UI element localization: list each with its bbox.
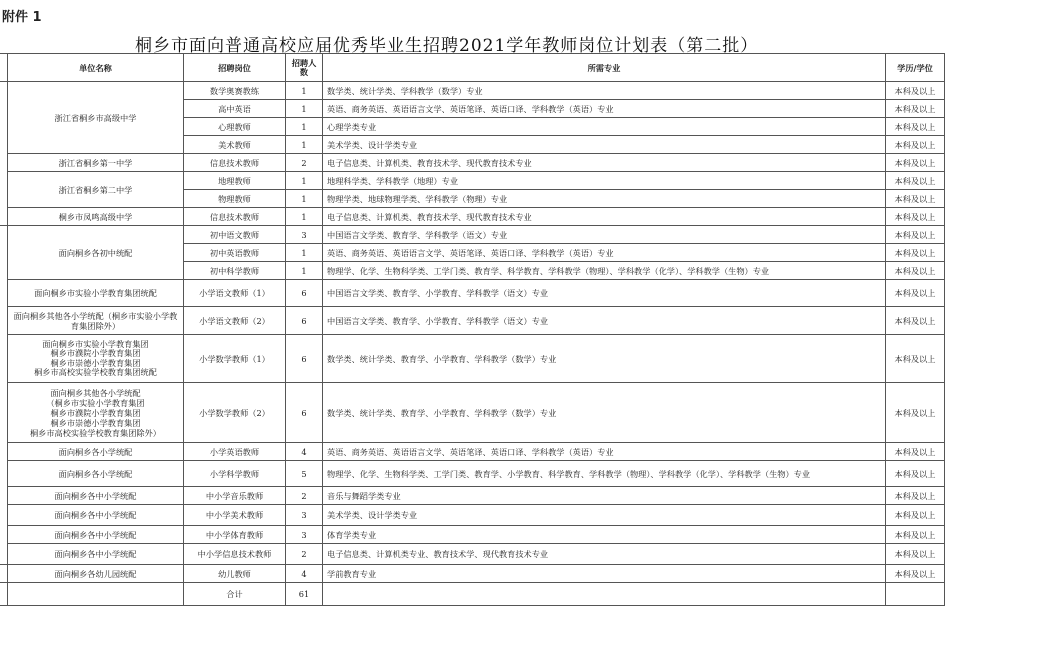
- count-cell: 6: [286, 335, 323, 383]
- major-cell: 电子信息类、计算机类、教育技术学、现代教育技术专业: [323, 154, 886, 172]
- table-row: [0, 461, 945, 487]
- major-cell: 美术学类、设计学类专业: [323, 136, 886, 154]
- degree-header: 学历/学位: [886, 54, 945, 82]
- total-empty-cell: [8, 583, 184, 606]
- table-row: [0, 208, 945, 226]
- degree-cell: 本科及以上: [886, 461, 945, 487]
- degree-cell: 本科及以上: [886, 118, 945, 136]
- count-header: 招聘人数: [286, 54, 323, 82]
- degree-cell: 本科及以上: [886, 136, 945, 154]
- unit-cell: 面向桐乡其他各小学统配 （桐乡市实验小学教育集团 桐乡市濮院小学教育集团 桐乡市崇德小学教育集团 桐乡市高校实验学校教育集团除外）: [8, 383, 184, 443]
- major-cell: 物理学、化学、生物科学类、工学门类、教育学、小学教育、科学教育、学科教学（物理）、学科教学（化学）、学科教学（生物）专业: [323, 461, 886, 487]
- post-cell: 中小学信息技术教师: [184, 544, 286, 565]
- count-cell: 2: [286, 544, 323, 565]
- count-cell: 1: [286, 136, 323, 154]
- degree-cell: 本科及以上: [886, 335, 945, 383]
- post-cell: 幼儿教师: [184, 565, 286, 583]
- degree-cell: 本科及以上: [886, 383, 945, 443]
- major-cell: 物理学类、地球物理学类、学科教学（物理）专业: [323, 190, 886, 208]
- post-cell: 小学语文教师（1）: [184, 280, 286, 307]
- major-cell: 英语、商务英语、英语语言文学、英语笔译、英语口译、学科教学（英语）专业: [323, 244, 886, 262]
- degree-cell: 本科及以上: [886, 244, 945, 262]
- post-header: 招聘岗位: [184, 54, 286, 82]
- total-label: 合计: [184, 583, 286, 606]
- count-cell: 1: [286, 262, 323, 280]
- count-cell: 3: [286, 526, 323, 544]
- major-cell: 电子信息类、计算机类专业、教育技术学、现代教育技术专业: [323, 544, 886, 565]
- major-cell: 地理科学类、学科教学（地理）专业: [323, 172, 886, 190]
- degree-cell: 本科及以上: [886, 82, 945, 100]
- degree-cell: 本科及以上: [886, 487, 945, 505]
- unit-cell: 面向桐乡各幼儿园统配: [8, 565, 184, 583]
- table-row: [0, 487, 945, 505]
- major-cell: 中国语言文学类、教育学、学科教学（语文）专业: [323, 226, 886, 244]
- unit-cell: 桐乡市凤鸣高级中学: [8, 208, 184, 226]
- total-row: [0, 583, 945, 606]
- category-header: [0, 54, 8, 82]
- degree-cell: 本科及以上: [886, 208, 945, 226]
- table-row: [0, 226, 945, 244]
- post-cell: 信息技术教师: [184, 208, 286, 226]
- post-cell: 信息技术教师: [184, 154, 286, 172]
- post-cell: 数学奥赛教练: [184, 82, 286, 100]
- table-row: [0, 280, 945, 307]
- table-row: [0, 565, 945, 583]
- major-cell: 物理学、化学、生物科学类、工学门类、教育学、科学教育、学科教学（物理）、学科教学（化学）、学科教学（生物）专业: [323, 262, 886, 280]
- attachment-label: 附件 1: [2, 10, 42, 25]
- degree-cell: 本科及以上: [886, 190, 945, 208]
- post-cell: 物理教师: [184, 190, 286, 208]
- post-cell: 高中英语: [184, 100, 286, 118]
- post-cell: 中小学美术教师: [184, 505, 286, 526]
- unit-cell: 面向桐乡市实验小学教育集团 桐乡市濮院小学教育集团 桐乡市崇德小学教育集团 桐乡市高校实验学校教育集团统配: [8, 335, 184, 383]
- count-cell: 2: [286, 154, 323, 172]
- post-cell: 美术教师: [184, 136, 286, 154]
- major-cell: 中国语言文学类、教育学、小学教育、学科教学（语文）专业: [323, 280, 886, 307]
- table-row: [0, 172, 945, 190]
- table-row: [0, 505, 945, 526]
- post-cell: 地理教师: [184, 172, 286, 190]
- count-cell: 2: [286, 487, 323, 505]
- post-cell: 初中语文教师: [184, 226, 286, 244]
- count-cell: 4: [286, 443, 323, 461]
- count-cell: 1: [286, 100, 323, 118]
- category-cell: [0, 82, 8, 226]
- category-cell: [0, 565, 8, 583]
- post-cell: 心理教师: [184, 118, 286, 136]
- total-degree-empty: [886, 583, 945, 606]
- degree-cell: 本科及以上: [886, 443, 945, 461]
- table-row: [0, 154, 945, 172]
- major-cell: 美术学类、设计学类专业: [323, 505, 886, 526]
- degree-cell: 本科及以上: [886, 307, 945, 335]
- major-cell: 中国语言文学类、教育学、小学教育、学科教学（语文）专业: [323, 307, 886, 335]
- degree-cell: 本科及以上: [886, 100, 945, 118]
- count-cell: 1: [286, 82, 323, 100]
- post-cell: 中小学音乐教师: [184, 487, 286, 505]
- major-cell: 心理学类专业: [323, 118, 886, 136]
- total-count: 61: [286, 583, 323, 606]
- recruitment-table: [0, 53, 945, 606]
- table-header-row: [0, 54, 945, 82]
- category-cell: [0, 226, 8, 565]
- unit-cell: 面向桐乡各中小学统配: [8, 505, 184, 526]
- degree-cell: 本科及以上: [886, 544, 945, 565]
- degree-cell: 本科及以上: [886, 262, 945, 280]
- count-cell: 6: [286, 307, 323, 335]
- degree-cell: 本科及以上: [886, 154, 945, 172]
- total-major-empty: [323, 583, 886, 606]
- table-row: [0, 307, 945, 335]
- post-cell: 小学数学教师（1）: [184, 335, 286, 383]
- count-cell: 4: [286, 565, 323, 583]
- table-row: [0, 335, 945, 383]
- count-cell: 3: [286, 505, 323, 526]
- unit-cell: 浙江省桐乡第一中学: [8, 154, 184, 172]
- count-cell: 1: [286, 208, 323, 226]
- count-cell: 3: [286, 226, 323, 244]
- major-header: 所需专业: [323, 54, 886, 82]
- unit-cell: 面向桐乡各中小学统配: [8, 487, 184, 505]
- major-cell: 数学类、统计学类、教育学、小学教育、学科教学（数学）专业: [323, 383, 886, 443]
- page-title: 桐乡市面向普通高校应届优秀毕业生招聘2021学年教师岗位计划表（第二批）: [135, 36, 759, 56]
- table-row: [0, 526, 945, 544]
- unit-cell: 面向桐乡各初中统配: [8, 226, 184, 280]
- major-cell: 体育学类专业: [323, 526, 886, 544]
- degree-cell: 本科及以上: [886, 565, 945, 583]
- major-cell: 电子信息类、计算机类、教育技术学、现代教育技术专业: [323, 208, 886, 226]
- post-cell: 初中英语教师: [184, 244, 286, 262]
- count-cell: 1: [286, 118, 323, 136]
- unit-cell: 面向桐乡各小学统配: [8, 443, 184, 461]
- major-cell: 音乐与舞蹈学类专业: [323, 487, 886, 505]
- count-cell: 1: [286, 172, 323, 190]
- unit-cell: 面向桐乡各小学统配: [8, 461, 184, 487]
- post-cell: 小学英语教师: [184, 443, 286, 461]
- unit-cell: 面向桐乡市实验小学教育集团统配: [8, 280, 184, 307]
- table-row: [0, 443, 945, 461]
- degree-cell: 本科及以上: [886, 172, 945, 190]
- unit-header: 单位名称: [8, 54, 184, 82]
- unit-cell: 面向桐乡各中小学统配: [8, 544, 184, 565]
- unit-cell: 浙江省桐乡市高级中学: [8, 82, 184, 154]
- post-cell: 小学语文教师（2）: [184, 307, 286, 335]
- unit-cell: 面向桐乡各中小学统配: [8, 526, 184, 544]
- count-cell: 1: [286, 244, 323, 262]
- degree-cell: 本科及以上: [886, 505, 945, 526]
- count-cell: 1: [286, 190, 323, 208]
- table-row: [0, 82, 945, 100]
- count-cell: 6: [286, 280, 323, 307]
- table-row: [0, 544, 945, 565]
- post-cell: 初中科学教师: [184, 262, 286, 280]
- degree-cell: 本科及以上: [886, 526, 945, 544]
- major-cell: 数学类、统计学类、教育学、小学教育、学科教学（数学）专业: [323, 335, 886, 383]
- table-row: [0, 383, 945, 443]
- post-cell: 小学科学教师: [184, 461, 286, 487]
- post-cell: 小学数学教师（2）: [184, 383, 286, 443]
- category-cell: [0, 583, 8, 606]
- count-cell: 6: [286, 383, 323, 443]
- major-cell: 英语、商务英语、英语语言文学、英语笔译、英语口译、学科教学（英语）专业: [323, 100, 886, 118]
- post-cell: 中小学体育教师: [184, 526, 286, 544]
- major-cell: 数学类、统计学类、学科教学（数学）专业: [323, 82, 886, 100]
- degree-cell: 本科及以上: [886, 226, 945, 244]
- major-cell: 学前教育专业: [323, 565, 886, 583]
- major-cell: 英语、商务英语、英语语言文学、英语笔译、英语口译、学科教学（英语）专业: [323, 443, 886, 461]
- count-cell: 5: [286, 461, 323, 487]
- unit-cell: 浙江省桐乡第二中学: [8, 172, 184, 208]
- unit-cell: 面向桐乡其他各小学统配（桐乡市实验小学教育集团除外）: [8, 307, 184, 335]
- degree-cell: 本科及以上: [886, 280, 945, 307]
